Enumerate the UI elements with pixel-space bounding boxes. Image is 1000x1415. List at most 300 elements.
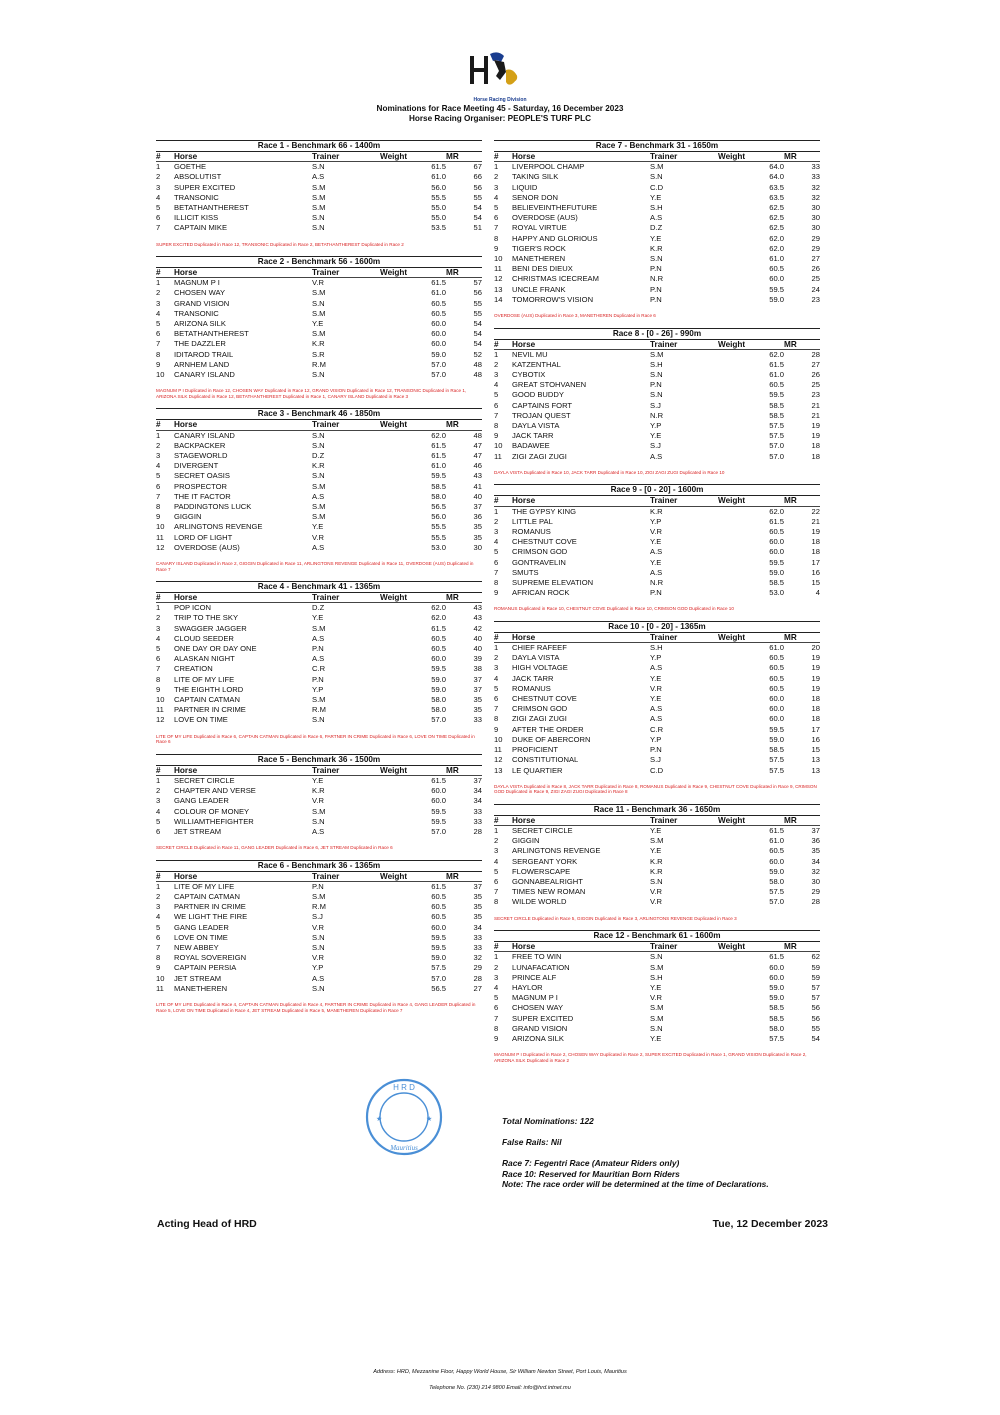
cell-weight: 53.0 [769,588,784,598]
cell-num: 13 [494,284,503,294]
cell-trainer: Y.E [650,673,662,683]
table-header-row [494,496,820,506]
cell-weight: 60.0 [769,714,784,724]
cell-weight: 58.5 [769,577,784,587]
cell-mr: 30 [473,542,482,552]
table-header-row [494,816,820,826]
column-header-trainer: Trainer [312,766,380,776]
cell-horse: GIGGIN [174,512,202,522]
cell-mr: 54 [473,202,482,212]
races-column-left [156,140,482,1022]
cell-trainer: K.R [650,506,663,516]
cell-mr: 35 [473,522,482,532]
cell-mr: 48 [473,370,482,380]
cell-horse: GRAND VISION [174,298,230,308]
cell-trainer: S.N [312,471,325,481]
cell-horse: CHOSEN WAY [512,1003,564,1013]
table-row [494,766,820,776]
cell-trainer: S.M [312,695,326,705]
cell-num: 2 [494,962,499,972]
race-block [156,860,482,1014]
cell-num: 4 [156,308,161,318]
cell-mr: 28 [473,973,482,983]
table-row [156,360,482,370]
cell-horse: PROFICIENT [512,745,558,755]
cell-mr: 19 [811,653,820,663]
cell-weight: 57.0 [769,441,784,451]
cell-trainer: S.N [312,932,325,942]
cell-horse: GOETHE [174,162,207,172]
table-row [156,183,482,193]
cell-trainer: V.R [312,796,324,806]
column-header-trainer: Trainer [312,593,380,603]
cell-horse: GANG LEADER [174,796,229,806]
column-header-horse: Horse [174,766,312,776]
race-title: Race 10 - [0 - 20] - 1365m [494,621,820,633]
cell-mr: 32 [811,192,820,202]
cell-num: 10 [494,441,503,451]
cell-trainer: N.R [650,274,664,284]
cell-trainer: S.M [650,1013,664,1023]
cell-weight: 60.5 [431,902,446,912]
column-header-weight: Weight [380,766,446,776]
column-header-weight: Weight [718,942,784,952]
cell-trainer: D.Z [650,223,663,233]
cell-horse: THE EIGHTH LORD [174,684,244,694]
cell-trainer: V.R [312,922,324,932]
cell-weight: 60.5 [769,663,784,673]
race-block [494,140,820,319]
cell-num: 9 [156,684,161,694]
table-row [494,973,820,983]
cell-trainer: Y.P [312,684,324,694]
cell-weight: 55.5 [431,522,446,532]
cell-mr: 27 [811,253,820,263]
cell-weight: 63.5 [769,182,784,192]
column-header-weight: Weight [718,340,784,350]
column-header-mr: MR [784,340,820,350]
cell-mr: 13 [811,755,820,765]
cell-weight: 60.0 [769,962,784,972]
race-order-note: Note: The race order will be determined at the time of Declarations. [502,1178,769,1189]
cell-mr: 47 [473,450,482,460]
cell-num: 12 [156,715,165,725]
table-row [494,285,820,295]
cell-trainer: V.R [312,278,324,288]
cell-num: 7 [494,704,499,714]
cell-mr: 36 [473,512,482,522]
cell-horse: ROYAL VIRTUE [512,223,567,233]
cell-horse: ZIGI ZAGI ZUGI [512,451,567,461]
race-entries-table [494,496,820,598]
table-row [156,902,482,912]
cell-horse: LIQUID [512,182,538,192]
table-row [156,912,482,922]
column-header-mr: MR [446,420,482,430]
cell-mr: 15 [811,745,820,755]
cell-num: 5 [494,547,499,557]
cell-weight: 62.0 [431,430,446,440]
cell-weight: 59.0 [769,982,784,992]
table-row [156,603,482,614]
table-row [156,613,482,623]
cell-horse: IDITAROD TRAIL [174,349,234,359]
cell-horse: DIVERGENT [174,461,219,471]
race-entries-table [156,766,482,837]
cell-trainer: Y.E [312,613,324,623]
cell-horse: WILLIAMTHEFIGHTER [174,816,254,826]
cell-num: 7 [494,887,499,897]
cell-num: 7 [156,943,161,953]
table-row [494,674,820,684]
table-row [494,162,820,173]
cell-mr: 56 [473,182,482,192]
cell-num: 7 [494,567,499,577]
table-row [156,807,482,817]
cell-trainer: R.M [312,359,326,369]
table-row [156,923,482,933]
cell-mr: 33 [473,715,482,725]
race-block [156,140,482,247]
cell-mr: 33 [473,932,482,942]
cell-horse: CAPTAIN CATMAN [174,695,240,705]
cell-horse: SUPER EXCITED [174,182,236,192]
cell-mr: 34 [473,796,482,806]
cell-num: 7 [494,223,499,233]
table-row [494,517,820,527]
cell-num: 9 [494,588,499,598]
cell-num: 9 [494,431,499,441]
table-row [494,993,820,1003]
cell-horse: STAGEWORLD [174,450,228,460]
cell-horse: DAYLA VISTA [512,421,560,431]
cell-num: 2 [156,786,161,796]
cell-num: 11 [494,264,502,274]
cell-horse: THE IT FACTOR [174,491,231,501]
table-row [494,401,820,411]
cell-num: 3 [156,796,161,806]
cell-weight: 55.0 [431,202,446,212]
table-header-row [494,152,820,162]
cell-horse: GANG LEADER [174,922,229,932]
cell-weight: 62.5 [769,223,784,233]
cell-weight: 59.0 [769,567,784,577]
cell-num: 6 [494,213,499,223]
cell-weight: 61.0 [769,370,784,380]
table-row [156,522,482,532]
table-row [156,933,482,943]
cell-num: 6 [156,481,161,491]
cell-horse: MANETHEREN [512,253,566,263]
cell-horse: NEW ABBEY [174,943,219,953]
table-row [156,786,482,796]
cell-trainer: S.N [312,213,325,223]
cell-trainer: A.S [312,654,325,664]
race-block [494,621,820,795]
column-header-mr: MR [784,152,820,162]
cell-trainer: S.N [312,223,325,233]
column-header-trainer: Trainer [650,340,718,350]
cell-num: 8 [494,897,499,907]
race-block [494,804,820,921]
cell-num: 11 [156,983,164,993]
table-row [156,634,482,644]
cell-horse: CHIEF RAFEEF [512,643,567,653]
column-header-weight: Weight [718,496,784,506]
cell-mr: 57 [811,982,820,992]
cell-horse: SMUTS [512,567,539,577]
cell-mr: 54 [473,213,482,223]
column-header-weight: Weight [380,268,446,278]
table-row [494,684,820,694]
cell-weight: 60.0 [431,654,446,664]
cell-horse: CAPTAINS FORT [512,400,573,410]
cell-horse: HIGH VOLTAGE [512,663,568,673]
column-header-trainer: Trainer [312,872,380,882]
cell-num: 4 [156,806,161,816]
cell-weight: 58.5 [431,481,446,491]
cell-trainer: S.M [312,512,326,522]
cell-weight: 55.0 [431,213,446,223]
cell-num: 5 [156,319,161,329]
cell-num: 5 [156,644,161,654]
cell-horse: PARTNER IN CRIME [174,902,246,912]
race-entries-table [156,152,482,234]
duplicate-note: SECRET CIRCLE Duplicated in Race 5, GIGGIN Duplicated in Race 3, ARLINGTONS REVENGE Duplicated in Race 3 [494,915,737,921]
cell-weight: 60.0 [431,922,446,932]
cell-weight: 58.0 [769,877,784,886]
cell-mr: 34 [811,856,820,866]
cell-horse: JET STREAM [174,826,222,836]
cell-num: 4 [156,912,161,922]
cell-horse: ARLINGTONS REVENGE [512,846,601,856]
table-row [494,213,820,223]
cell-mr: 47 [473,440,482,450]
cell-weight: 58.0 [431,491,446,501]
cell-weight: 60.5 [431,308,446,318]
table-header-row [156,766,482,776]
cell-trainer: K.R [312,461,325,471]
column-header-mr: MR [784,496,820,506]
table-row [494,452,820,462]
cell-mr: 34 [473,922,482,932]
cell-weight: 59.5 [431,664,446,674]
cell-num: 2 [156,288,161,298]
table-row [494,963,820,973]
table-row [156,953,482,963]
cell-trainer: S.N [312,816,325,826]
cell-trainer: V.R [650,526,662,536]
duplicate-note: SUPER EXCITED Duplicated in Race 12, TRANSONIC Duplicated in Race 2, BETATHANTHEREST Duplicated in Race 2 [156,241,404,247]
cell-mr: 18 [811,694,820,704]
table-row [494,421,820,431]
column-header-mr: MR [446,593,482,603]
cell-trainer: A.S [650,704,663,714]
cell-trainer: A.S [312,542,325,552]
cell-mr: 43 [473,471,482,481]
cell-mr: 18 [811,714,820,724]
cell-trainer: A.S [650,567,663,577]
cell-mr: 59 [811,972,820,982]
cell-trainer: Y.E [650,537,662,547]
table-row [494,244,820,254]
cell-num: 2 [494,836,499,846]
cell-trainer: D.Z [312,450,325,460]
cell-num: 9 [494,1033,499,1043]
table-row [156,705,482,715]
column-header-num: # [156,420,174,430]
cell-weight: 58.5 [769,400,784,410]
column-header-weight: Weight [380,152,446,162]
cell-mr: 40 [473,633,482,643]
table-row [494,704,820,714]
cell-trainer: K.R [650,243,663,253]
cell-trainer: S.H [650,643,663,653]
total-nominations: Total Nominations: 122 [502,1116,594,1126]
cell-trainer: S.J [650,400,661,410]
cell-trainer: P.N [312,674,324,684]
cell-trainer: S.J [650,441,661,451]
table-row [156,533,482,543]
race-title: Race 4 - Benchmark 41 - 1365m [156,581,482,593]
cell-trainer: S.H [650,202,663,212]
cell-mr: 33 [811,172,820,182]
cell-horse: TIMES NEW ROMAN [512,887,586,897]
table-row [494,295,820,305]
cell-trainer: S.M [312,288,326,298]
column-header-horse: Horse [512,816,650,826]
table-header-row [494,340,820,350]
cell-mr: 57 [473,278,482,288]
cell-trainer: R.M [312,902,326,912]
column-header-weight: Weight [718,633,784,643]
cell-num: 9 [156,512,161,522]
column-header-weight: Weight [718,816,784,826]
cell-mr: 39 [473,654,482,664]
cell-weight: 61.0 [769,643,784,653]
race-entries-table [494,942,820,1044]
duplicate-note: CANARY ISLAND Duplicated in Race 2, GIGGIN Duplicated in Race 11, ARLINGTONS REVENGE Duplicated in Race 11, OVERDOSE (AUS) Duplicated in Race 7 [156,560,474,572]
cell-mr: 56 [811,1003,820,1013]
cell-mr: 32 [473,953,482,963]
cell-mr: 43 [473,603,482,613]
cell-num: 9 [156,359,161,369]
cell-weight: 60.0 [769,856,784,866]
cell-num: 8 [494,421,499,431]
cell-horse: SERGEANT YORK [512,856,578,866]
race-block [156,754,482,851]
cell-horse: SWAGGER JAGGER [174,623,247,633]
cell-weight: 59.5 [431,943,446,953]
cell-horse: AFRICAN ROCK [512,588,570,598]
table-row [494,411,820,421]
cell-horse: FREE TO WIN [512,952,562,962]
cell-trainer: Y.E [650,982,662,992]
cell-weight: 62.0 [769,243,784,253]
cell-horse: OVERDOSE (AUS) [512,213,578,223]
cell-horse: ARIZONA SILK [174,319,226,329]
cell-mr: 18 [811,704,820,714]
cell-horse: WILDE WORLD [512,897,567,907]
column-header-num: # [494,496,512,506]
table-row [156,430,482,441]
cell-mr: 35 [473,695,482,705]
table-row [156,695,482,705]
column-header-trainer: Trainer [650,816,718,826]
cell-num: 1 [494,162,499,172]
table-row [494,506,820,517]
race-entries-table [494,633,820,776]
cell-mr: 18 [811,547,820,557]
cell-weight: 58.0 [431,695,446,705]
table-row [156,441,482,451]
cell-mr: 54 [473,329,482,339]
column-header-horse: Horse [512,633,650,643]
duplicate-note: MAGNUM P I Duplicated in Race 2, CHOSEN WAY Duplicated in Race 2, SUPER EXCITED Duplicated in Race 1, GRAND VISION Duplicated in Race 2, ARIZONA SILK Duplicated in Race 2 [494,1052,807,1063]
cell-mr: 29 [811,887,820,897]
false-rails: False Rails: Nil [502,1137,562,1148]
cell-num: 5 [494,683,499,693]
cell-num: 8 [156,349,161,359]
cell-weight: 61.0 [769,253,784,263]
column-header-horse: Horse [174,152,312,162]
cell-weight: 60.5 [769,264,784,274]
cell-mr: 4 [815,588,820,598]
cell-mr: 55 [473,192,482,202]
column-header-mr: MR [446,766,482,776]
table-row [156,350,482,360]
cell-mr: 59 [811,962,820,972]
cell-num: 11 [494,451,502,461]
cell-mr: 30 [811,877,820,886]
race-entries-table [156,593,482,726]
svg-text:★: ★ [376,1116,383,1123]
cell-num: 8 [156,674,161,684]
cell-horse: CHRISTMAS ICECREAM [512,274,599,284]
table-row [156,796,482,806]
cell-weight: 61.5 [431,278,446,288]
race-entries-table [156,268,482,380]
cell-num: 10 [156,973,165,983]
table-row [494,1003,820,1013]
cell-horse: LITE OF MY LIFE [174,881,235,891]
cell-horse: ARLINGTONS REVENGE [174,522,263,532]
cell-mr: 35 [473,912,482,922]
cell-mr: 15 [811,577,820,587]
cell-weight: 56.5 [431,501,446,511]
cell-trainer: S.H [650,972,663,982]
cell-num: 1 [494,643,499,653]
cell-mr: 13 [811,765,820,775]
cell-num: 7 [156,491,161,501]
cell-weight: 57.5 [769,755,784,765]
table-row [494,203,820,213]
table-row [156,492,482,502]
cell-mr: 26 [811,264,820,274]
duplicate-note: DAYLA VISTA Duplicated in Race 10, JACK TARR Duplicated in Race 10, ZIGI ZAGI ZUGI Duplicated in Race 10 [494,469,725,475]
cell-horse: PARTNER IN CRIME [174,705,246,715]
cell-weight: 59.5 [769,284,784,294]
cell-num: 1 [156,278,161,288]
cell-num: 5 [156,471,161,481]
cell-weight: 59.0 [769,294,784,304]
cell-num: 4 [156,633,161,643]
cell-trainer: Y.E [650,825,662,835]
cell-trainer: Y.E [650,846,662,856]
cell-weight: 60.0 [769,537,784,547]
table-row [494,183,820,193]
cell-weight: 62.0 [769,233,784,243]
